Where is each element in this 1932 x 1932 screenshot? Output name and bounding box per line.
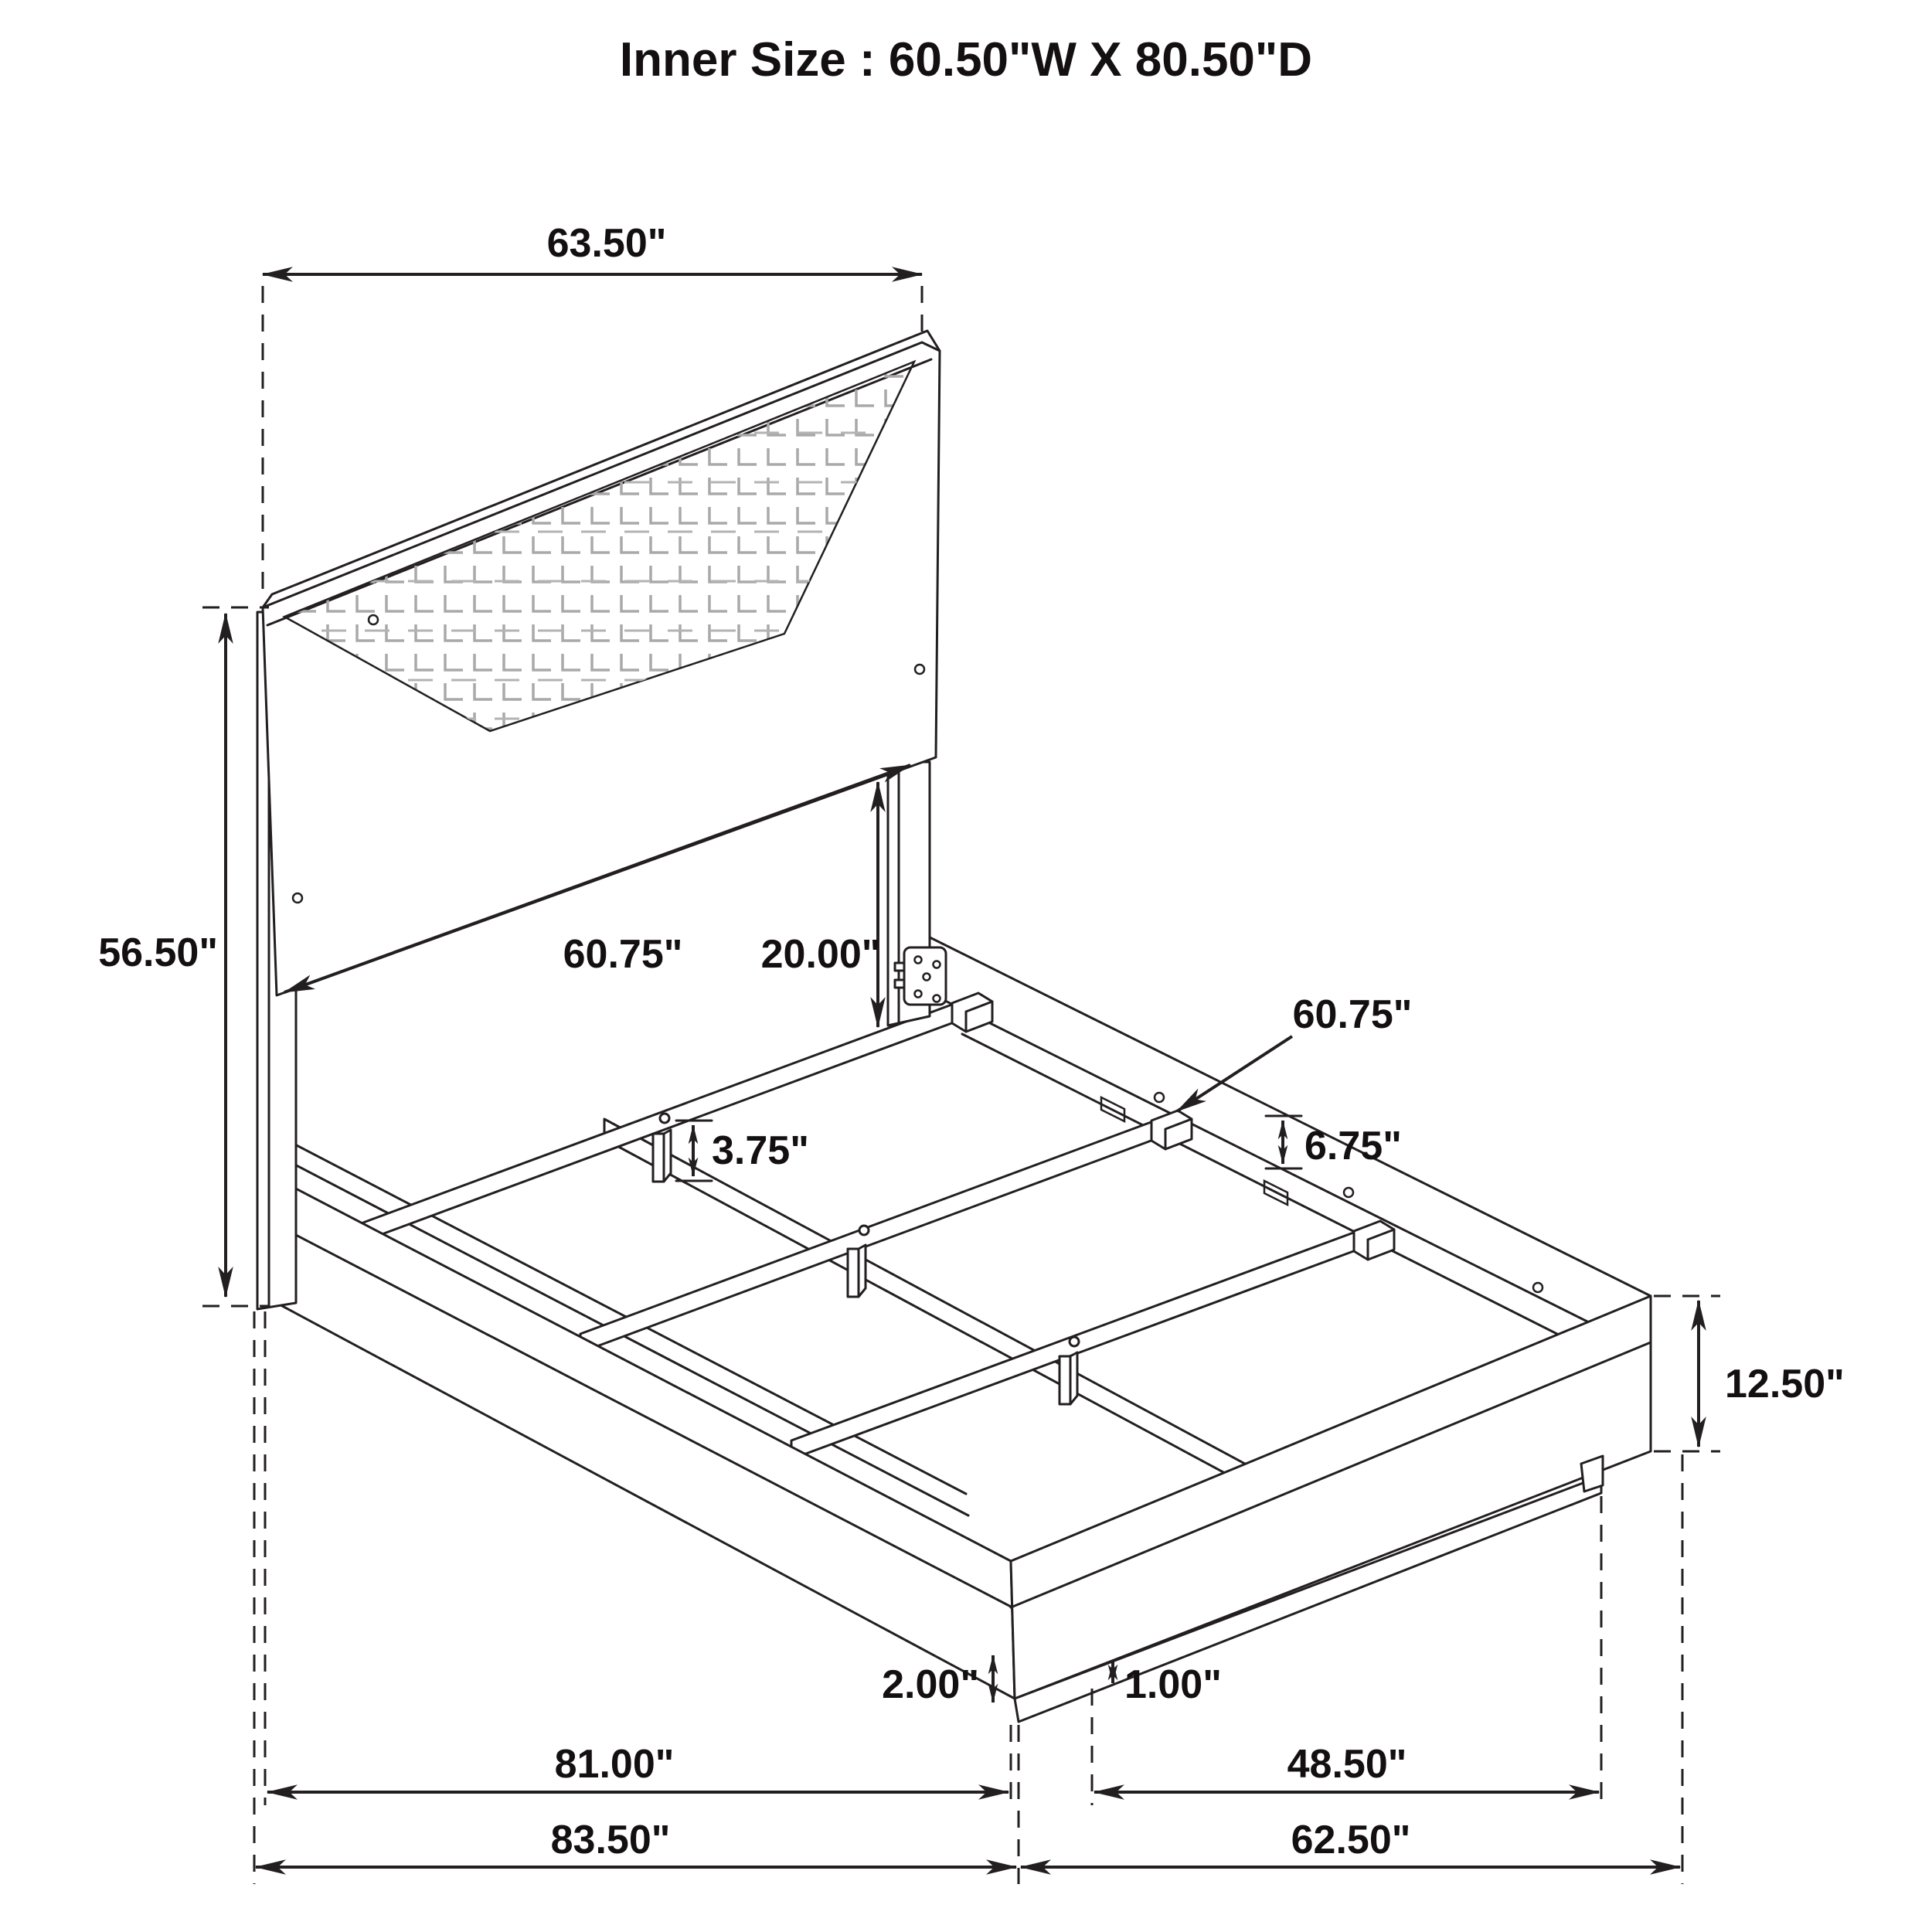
label-center-slat: 60.75" [1292, 992, 1413, 1037]
label-inner-length: 81.00" [554, 1742, 675, 1787]
label-panel-to-slat: 20.00" [760, 932, 881, 977]
cross-slat-head [363, 993, 992, 1241]
cross-slat-middle [580, 1111, 1192, 1352]
headboard [257, 331, 946, 1309]
left-side-panel [272, 1176, 1015, 1699]
label-headboard-width: 63.50" [546, 221, 667, 266]
cross-slat-foot [791, 1221, 1394, 1459]
label-floor-gap: 2.00" [882, 1662, 979, 1707]
slat-screw-hole [859, 1226, 869, 1235]
diagram-title: Inner Size : 60.50"W X 80.50"D [619, 33, 1313, 87]
label-glide-height: 1.00" [1124, 1662, 1222, 1707]
label-rail-height: 6.75" [1304, 1124, 1402, 1168]
slat-end-block [1151, 1111, 1192, 1149]
dim-footboard-height [1654, 1296, 1720, 1451]
label-leg-height: 3.75" [712, 1128, 809, 1173]
slat-end-block [1354, 1221, 1394, 1260]
label-footboard-span: 62.50" [1291, 1818, 1411, 1862]
label-panel-width: 60.75" [563, 932, 683, 977]
bed-frame [272, 922, 1651, 1722]
slat-screw-hole [1070, 1337, 1079, 1346]
label-overall-length: 83.50" [550, 1818, 671, 1862]
label-glide-span: 48.50" [1287, 1742, 1407, 1787]
slat-screw-hole [660, 1114, 669, 1123]
label-footboard-height: 12.50" [1725, 1362, 1845, 1406]
right-rail-ledge-line [962, 1034, 1621, 1366]
right-side-rail [899, 922, 1651, 1366]
label-headboard-height: 56.50" [98, 930, 218, 975]
